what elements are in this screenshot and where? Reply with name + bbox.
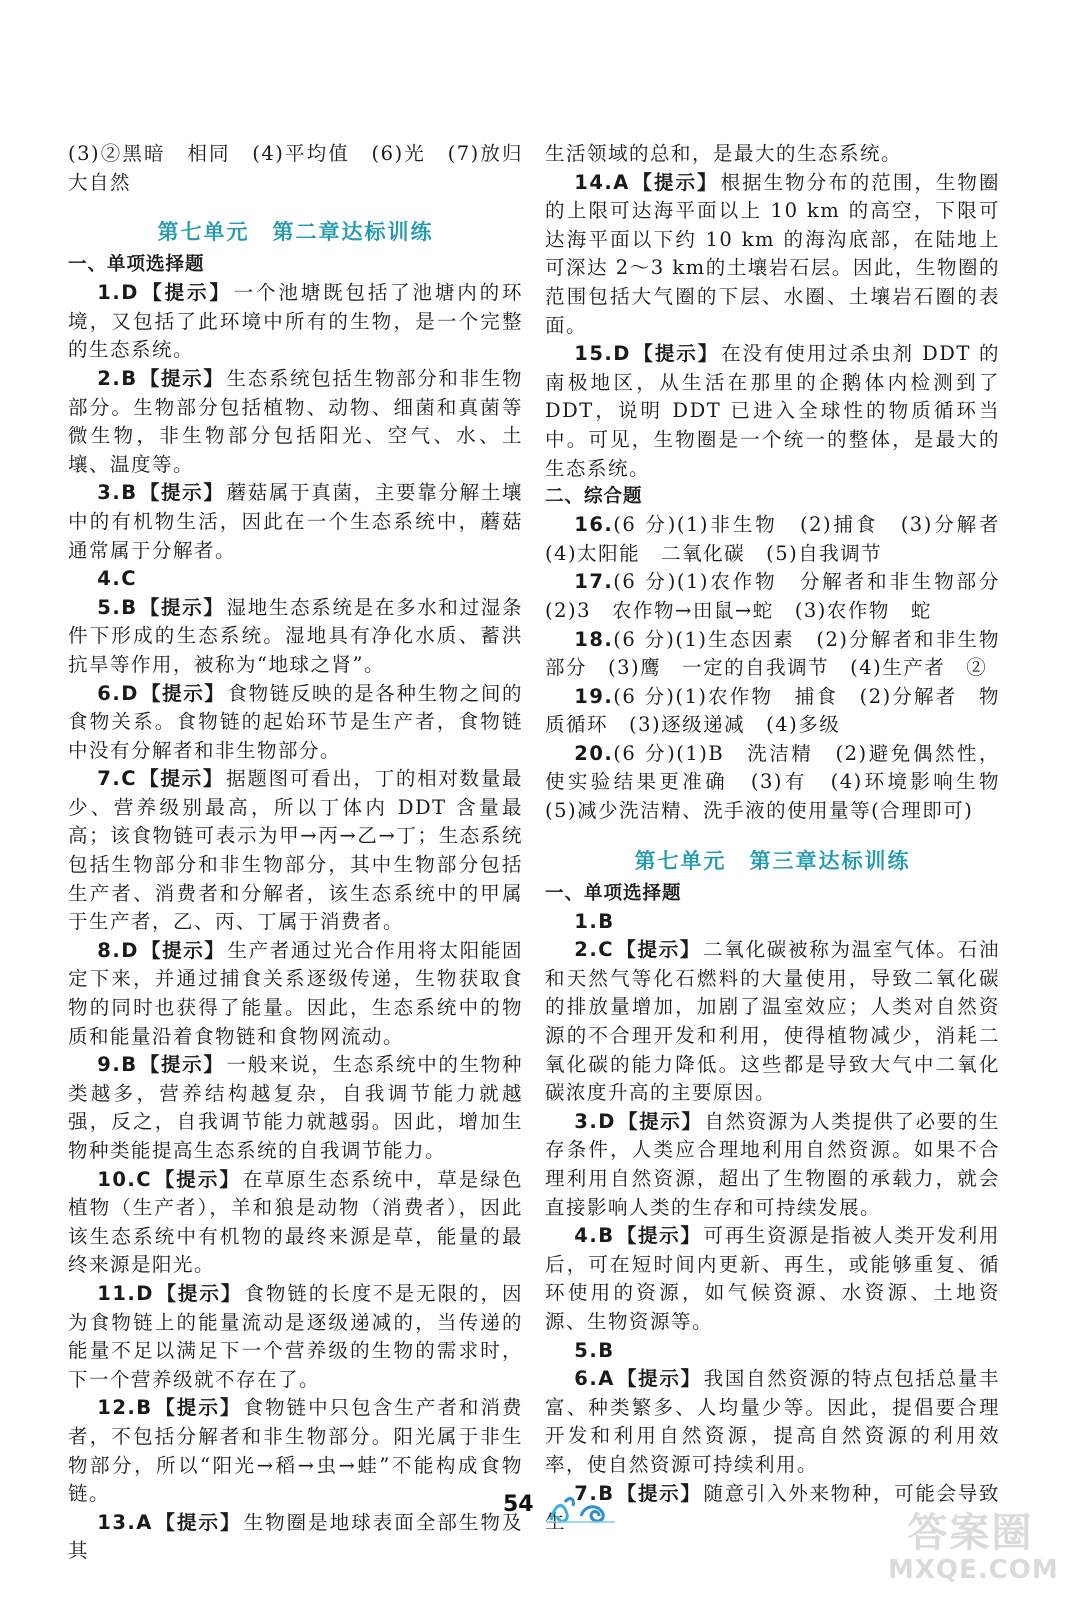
- hint-label: 【提示】: [155, 1281, 243, 1305]
- answer-number: 10.C: [97, 1167, 153, 1191]
- answer-number: 19.: [574, 684, 614, 708]
- answer-item: [545, 626, 1000, 683]
- answer-number: 15.D: [574, 342, 631, 366]
- answer-item: [545, 1365, 1000, 1479]
- answer-item: [545, 169, 1000, 341]
- answer-text: 一个池塘既包括了池塘内的环境，又包括了此环境中所有的生物，是一个完整的生态系统。: [68, 281, 523, 362]
- answer-number: 20.: [574, 741, 614, 765]
- hint-label: 【提示】: [139, 481, 225, 505]
- watermark-url: MXQE.COM: [888, 1555, 1059, 1585]
- answer-list-right-c: [545, 908, 1000, 1537]
- left-column: [68, 140, 523, 1566]
- answer-item: [545, 740, 1022, 826]
- answer-item: [68, 765, 523, 937]
- answer-text: (6 分)(1)B 洗洁精 (2)避免偶然性，使实验结果更准确 (3)有 (4)环境影响生物 (5)减少洗洁精、洗手液的使用量等(合理即可): [545, 741, 1022, 823]
- answer-text: 蘑菇属于真菌，主要靠分解土壤中的有机物生活，因此在一个生态系统中，蘑菇通常属于分解者。: [68, 481, 523, 562]
- answer-item: [545, 683, 1000, 740]
- answer-number: 3.D: [574, 1109, 616, 1133]
- answer-item: [545, 1337, 1000, 1366]
- answer-number: 6.A: [574, 1367, 615, 1391]
- answer-item: [68, 565, 523, 594]
- answer-text: 生物圈是地球表面全部生物及其: [68, 1510, 523, 1563]
- answer-text: (6 分)(1)农作物 分解者和非生物部分 (2)3 农作物→田鼠→蛇 (3)农作物 蛇: [545, 570, 1022, 622]
- answer-text: 我国自然资源的特点包括总量丰富、种类繁多、人均量少等。因此，提倡要合理开发和利用自然资源，提高自然资源的利用效率，使自然资源可持续利用。: [545, 1367, 1000, 1476]
- answer-text: 自然资源为人类提供了必要的生存条件，人类应合理地利用自然资源。如果不合理利用自然资源，超出了生物圈的承载力，就会直接影响人类的生存和可持续发展。: [545, 1109, 1000, 1219]
- answer-number: 7.B: [574, 1481, 615, 1505]
- answer-item: [68, 937, 523, 1051]
- answer-number: 1.B: [574, 909, 615, 933]
- answer-item: [68, 279, 523, 365]
- hint-label: 【提示】: [139, 1053, 225, 1077]
- wave-ornament-icon: [545, 1494, 625, 1528]
- answer-number: 1.D: [97, 281, 139, 305]
- answer-text: (6 分)(1)农作物 捕食 (2)分解者 物质循环 (3)逐级递减 (4)多级: [545, 684, 1000, 737]
- chapter-title-2: 第七单元 第二章达标训练: [157, 220, 434, 245]
- answer-number: 18.: [574, 627, 614, 651]
- answer-item: [545, 908, 1000, 937]
- answer-item: [68, 1051, 523, 1165]
- hint-label: 【提示】: [616, 1481, 702, 1505]
- hint-label: 【提示】: [616, 938, 702, 962]
- section-heading-single-choice-2: 一、单项选择题: [545, 882, 682, 904]
- intro-answer: (3)②黑暗 相同 (4)平均值 (6)光 (7)放归大自然: [68, 142, 523, 194]
- section-heading-comprehensive: 二、综合题: [545, 486, 643, 508]
- page-number: 54: [503, 1492, 534, 1517]
- answer-item: [68, 365, 523, 479]
- answer-number: 12.B: [97, 1396, 153, 1420]
- hint-label: 【提示】: [139, 767, 225, 791]
- answer-text: 生态系统包括生物部分和非生物部分。生物部分包括植物、动物、细菌和真菌等微生物，非生物部分包括阳光、空气、水、土壤、温度等。: [68, 366, 523, 476]
- answer-list-right-b: [545, 511, 1022, 826]
- answer-text: (6 分)(1)非生物 (2)捕食 (3)分解者 (4)太阳能 二氧化碳 (5)自我调节: [545, 513, 1022, 565]
- hint-label: 【提示】: [631, 170, 719, 194]
- answer-text: 在没有使用过杀虫剂 DDT 的南极地区，从生活在那里的企鹅体内检测到了 DDT，说明 DDT 已进入全球性的物质循环当中。可见，生物圈是一个统一的整体，是最大的生态系统。: [545, 342, 1000, 480]
- answer-text: 一般来说，生态系统中的生物种类越多，营养结构越复杂，自我调节能力就越强，反之，自我调节能力就越弱。因此，增加生物种类能提高生态系统的自我调节能力。: [68, 1053, 523, 1162]
- hint-label: 【提示】: [140, 681, 226, 705]
- answer-number: 3.B: [97, 481, 138, 505]
- answer-item: [545, 511, 1022, 568]
- answer-item: [545, 936, 1000, 1108]
- hint-label: 【提示】: [154, 1396, 242, 1420]
- answer-item: [545, 568, 1022, 625]
- answer-number: 16.: [574, 513, 614, 537]
- answer-number: 2.C: [574, 938, 615, 962]
- answer-text: 食物链反映的是各种生物之间的食物关系。食物链的起始环节是生产者，食物链中没有分解者和非生物部分。: [68, 681, 523, 762]
- answer-number: 2.B: [97, 366, 138, 390]
- answer-number: 11.D: [97, 1281, 154, 1305]
- answer-number: 13.A: [97, 1510, 153, 1534]
- answer-number: 6.D: [97, 681, 139, 705]
- watermark-title: 答案圈: [907, 1510, 1034, 1556]
- hint-label: 【提示】: [139, 595, 225, 619]
- continuation-text: 生活领域的总和，是最大的生态系统。: [545, 142, 903, 165]
- answer-item: [545, 1222, 1000, 1336]
- answer-number: 4.C: [97, 567, 138, 591]
- answer-text: 食物链的长度不是无限的，因为食物链上的能量流动是逐级递减的，当传递的能量不足以满足下一个营养级的生物的需求时，下一个营养级就不存在了。: [68, 1281, 523, 1391]
- hint-label: 【提示】: [154, 1510, 242, 1534]
- answer-number: 14.A: [574, 170, 630, 194]
- hint-label: 【提示】: [154, 1167, 242, 1191]
- answer-item: [68, 479, 523, 565]
- answer-text: 据题图可看出，丁的相对数量最少、营养级别最高，所以丁体内 DDT 含量最高；该食物链可表示为甲→丙→乙→丁；生态系统包括生物部分和非生物部分，其中生物部分包括生产者、消费者和分解者，该生态系统中的甲属于生产者，乙、丙、丁属于消费者。: [68, 767, 523, 934]
- answer-list-left: [68, 279, 523, 1566]
- hint-label: 【提示】: [139, 366, 225, 390]
- chapter-title-3: 第七单元 第三章达标训练: [634, 848, 911, 873]
- answer-number: 17.: [574, 570, 614, 594]
- answer-list-right-a: [545, 169, 1000, 484]
- answer-item: [68, 680, 523, 766]
- answer-number: 9.B: [97, 1053, 138, 1077]
- answer-number: 5.B: [97, 595, 138, 619]
- answer-text: 二氧化碳被称为温室气体。石油和天然气等化石燃料的大量使用，导致二氧化碳的排放量增加，加剧了温室效应；人类对自然资源的不合理开发和利用，使得植物减少，消耗二氧化碳的能力降低。这些都是导致大气中二氧化碳浓度升高的主要原因。: [545, 938, 1000, 1105]
- hint-label: 【提示】: [140, 281, 232, 305]
- answer-number: 4.B: [574, 1224, 615, 1248]
- answer-number: 7.C: [97, 767, 138, 791]
- answer-item: [545, 1108, 1000, 1222]
- answer-item: [68, 594, 523, 680]
- section-heading-single-choice: 一、单项选择题: [68, 254, 205, 276]
- hint-label: 【提示】: [140, 938, 226, 962]
- answer-text: 食物链中只包含生产者和消费者，不包括分解者和非生物部分。阳光属于非生物部分，所以“阳光→稻→虫→蛙”不能构成食物链。: [68, 1396, 523, 1506]
- answer-number: 8.D: [97, 938, 139, 962]
- answer-item: [545, 340, 1000, 483]
- hint-label: 【提示】: [616, 1224, 702, 1248]
- answer-text: 可再生资源是指被人类开发利用后，可在短时间内更新、再生，或能够重复、循环使用的资源，如气候资源、水资源、土地资源、生物资源等。: [545, 1224, 1000, 1333]
- answer-text: 根据生物分布的范围，生物圈的上限可达海平面以上 10 km 的高空，下限可达海平面以下约 10 km 的海沟底部，在陆地上可深达 2～3 km的土壤岩石层。因此，生物圈的范围包括大气圈的下层、水圈、土壤岩石圈的表面。: [545, 170, 1000, 337]
- answer-text: 生产者通过光合作用将太阳能固定下来，并通过捕食关系逐级传递，生物获取食物的同时也获得了能量。因此，生态系统中的物质和能量沿着食物链和食物网流动。: [68, 938, 523, 1048]
- answer-text: 在草原生态系统中，草是绿色植物（生产者），羊和狼是动物（消费者），因此该生态系统中有机物的最终来源是草，能量的最终来源是阳光。: [68, 1167, 523, 1277]
- answer-number: 5.B: [574, 1338, 615, 1362]
- hint-label: 【提示】: [632, 342, 720, 366]
- hint-label: 【提示】: [617, 1109, 703, 1133]
- answer-item: [68, 1280, 523, 1394]
- answer-text: (6 分)(1)生态因素 (2)分解者和非生物部分 (3)鹰 一定的自我调节 (4)生产者 ②: [545, 627, 1000, 680]
- answer-item: [68, 1166, 523, 1280]
- watermark-logo: [888, 1510, 1059, 1590]
- hint-label: 【提示】: [616, 1367, 702, 1391]
- answer-text: 湿地生态系统是在多水和过湿条件下形成的生态系统。湿地具有净化水质、蓄洪抗旱等作用，被称为“地球之肾”。: [68, 595, 523, 676]
- answer-text: 随意引入外来物种，可能会导致生: [545, 1481, 1000, 1534]
